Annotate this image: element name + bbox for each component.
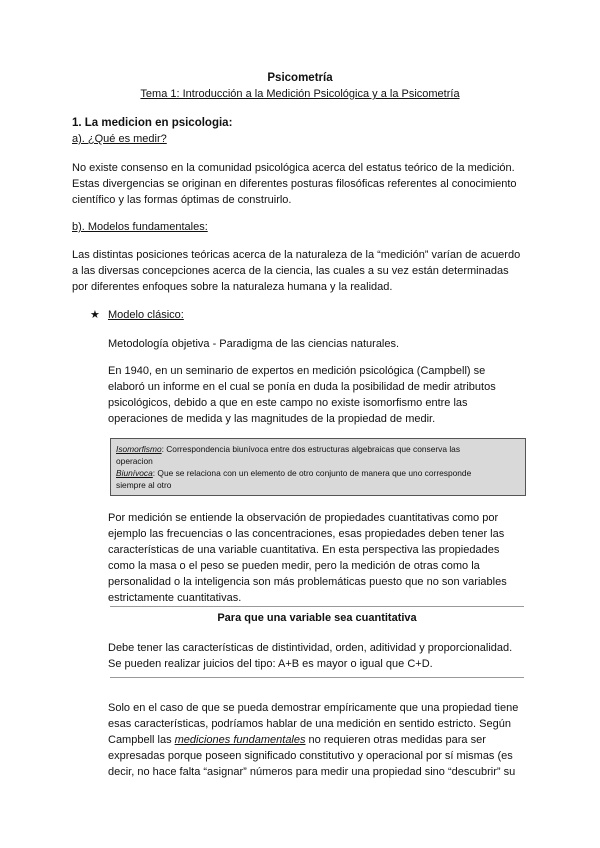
text-line: Por medición se entiende la observación de propiedades cuantitativas como por	[108, 512, 499, 524]
section-heading: 1. La medicion en psicologia:	[72, 117, 233, 129]
text-line: expresadas porque poseen significado constitutivo y operacional por sí mismas (es	[108, 750, 513, 762]
text-line: por diferentes enfoques sobre la naturaleza humana y la realidad.	[72, 281, 393, 293]
cuantitativa-heading: Para que una variable sea cuantitativa	[217, 612, 417, 624]
text-line: Solo en el caso de que se pueda demostrar empíricamente que una propiedad tiene	[108, 702, 519, 714]
paragraph-final	[108, 700, 518, 780]
bullet-modelo-clasico	[90, 307, 184, 323]
text-line: Campbell las mediciones fundamentales no requieren otras medidas para ser	[108, 734, 486, 746]
text-line: operaciones de medida y las magnitudes de la propiedad de medir.	[108, 413, 436, 425]
document-subtitle: Tema 1: Introducción a la Medición Psicológica y a la Psicometría	[140, 88, 460, 100]
divider-top	[110, 606, 524, 607]
text-line: elaboró un informe en el cual se ponía en duda la posibilidad de medir atributos	[108, 381, 496, 393]
star-bullet-icon: ★	[90, 309, 100, 321]
text-line: a las diversas concepciones acerca de la ciencia, las cuales a su vez están determinadas	[72, 265, 509, 277]
text-line: Se pueden realizar juicios del tipo: A+B es mayor o igual que C+D.	[108, 658, 433, 670]
text-line: esas características, podríamos hablar de una medición en sentido estricto. Según	[108, 718, 511, 730]
definition-continuation: operacion	[116, 456, 153, 466]
text-line: ejemplo las frecuencias o las concentraciones, esas propiedades deben tener las	[108, 528, 505, 540]
text-line: como la masa o el peso se pueden medir, pero la medición de otras como la	[108, 560, 480, 572]
text-line: No existe consenso en la comunidad psicológica acerca del estatus teórico de la medición.	[72, 162, 515, 174]
divider-bottom	[110, 677, 524, 678]
term-biunivoca: Biunívoca	[116, 468, 153, 478]
text-line: estrictamente cuantitativas.	[108, 592, 242, 604]
paragraph-modelos	[72, 247, 520, 295]
text-line: personalidad o la inteligencia son más problemáticas puesto que no son variables	[108, 576, 507, 588]
definition-isomorfismo: Isomorfismo: Correspondencia biunívoca entre dos estructuras algebraicas que conserva las	[116, 444, 461, 454]
text-line: psicológicos, debido a que en este campo no existe isomorfismo entre las	[108, 397, 468, 409]
bullet-label: Modelo clásico:	[108, 309, 184, 321]
emphasis-mediciones-fundamentales: mediciones fundamentales	[174, 734, 306, 746]
term-isomorfismo: Isomorfismo	[116, 444, 162, 454]
paragraph-que-es-medir	[72, 160, 517, 208]
metodologia-line: Metodología objetiva - Paradigma de las ciencias naturales.	[108, 338, 400, 350]
text-line: Las distintas posiciones teóricas acerca de la naturaleza de la “medición” varían de acuerdo	[72, 249, 521, 261]
text-line: características de una variable cuantitativa. En esta perspectiva las propiedades	[108, 544, 500, 556]
paragraph-caracteristicas	[108, 640, 512, 672]
subsection-b-heading: b). Modelos fundamentales:	[72, 221, 208, 233]
text-line: científico y las formas óptimas de construirlo.	[72, 194, 292, 206]
definition-biunivoca: Biunívoca: Que se relaciona con un elemento de otro conjunto de manera que uno corresponde	[116, 468, 472, 478]
paragraph-medicion	[108, 510, 507, 606]
paragraph-1940	[108, 363, 496, 427]
text-line: Debe tener las características de distintividad, orden, aditividad y proporcionalidad.	[108, 642, 513, 654]
text-line: Estas divergencias se originan en diferentes posturas filosóficas referentes al conocimiento	[72, 178, 517, 190]
text-line: decir, no hace falta “asignar” números para medir una propiedad sino “descubrir” su	[108, 766, 516, 778]
subsection-a-heading: a). ¿Qué es medir?	[72, 133, 167, 145]
definition-continuation: siempre al otro	[116, 480, 172, 490]
text-line: En 1940, en un seminario de expertos en medición psicológica (Campbell) se	[108, 365, 486, 377]
definitions-box	[110, 438, 526, 496]
document-title: Psicometría	[267, 72, 333, 84]
